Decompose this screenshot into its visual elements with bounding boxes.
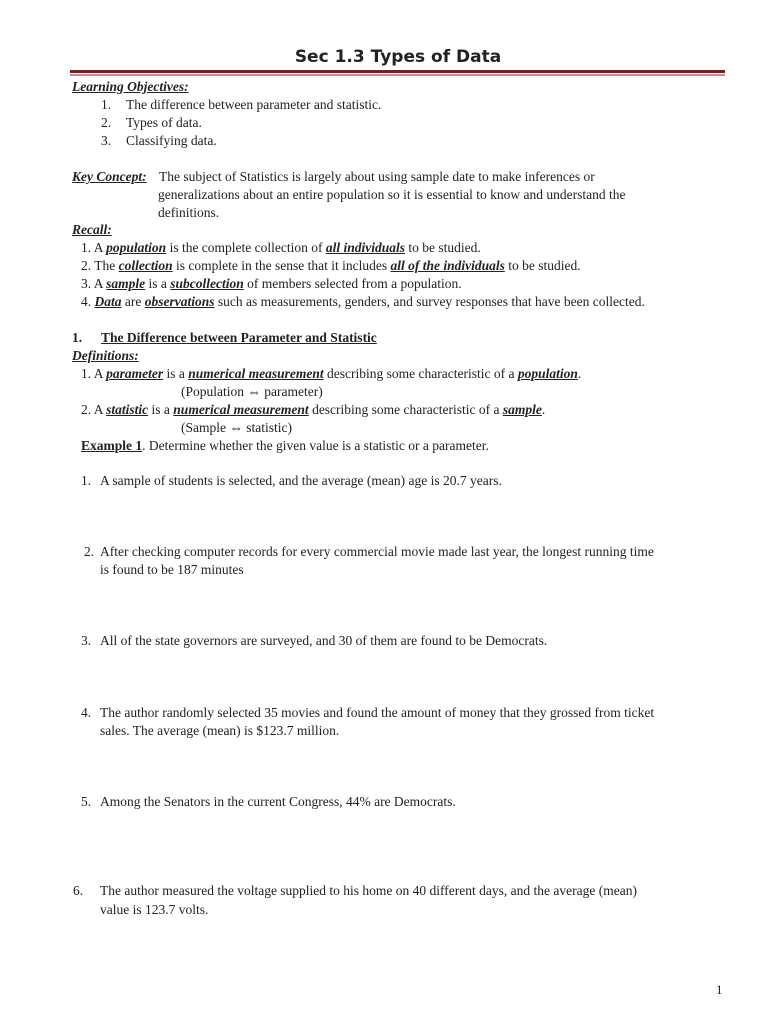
definition-note: (Sample ⇔ statistic)	[181, 420, 292, 435]
problem-text: All of the state governors are surveyed, and 30 of them are found to be Democrats.	[100, 633, 548, 648]
definitions-heading: Definitions:	[72, 348, 139, 363]
key-concept-line: definitions.	[158, 205, 220, 220]
recall-text: to be studied.	[504, 258, 581, 273]
recall-text: A	[93, 276, 107, 291]
definition-text: is a	[163, 366, 189, 381]
recall-term: population	[106, 240, 167, 255]
page-title: Sec 1.3 Types of Data	[294, 47, 502, 67]
section-number: 1.	[72, 330, 83, 345]
recall-item	[81, 276, 462, 292]
definition-term: numerical measurement	[173, 402, 309, 417]
problem-text: After checking computer records for every commercial movie made last year, the longest running time	[100, 544, 654, 559]
recall-term: all of the individuals	[390, 258, 505, 273]
key-concept-line: generalizations about an entire population so it is essential to know and understand the	[158, 187, 626, 202]
title-divider	[70, 70, 725, 73]
definition-term: statistic	[106, 402, 149, 417]
recall-text: is the complete collection of	[166, 240, 326, 255]
example-text: . Determine whether the given value is a statistic or a parameter.	[142, 438, 489, 453]
problem-text: The author measured the voltage supplied to his home on 40 different days, and the average (mean)	[100, 883, 637, 898]
problem-text: The author randomly selected 35 movies and found the amount of money that they grossed from ticket	[100, 705, 655, 720]
problem-number: 6.	[73, 883, 84, 898]
recall-term: Data	[94, 294, 122, 309]
definition-text: A	[93, 366, 107, 381]
recall-text: such as measurements, genders, and survey responses that have been collected.	[214, 294, 645, 309]
learning-objectives-heading: Learning Objectives:	[72, 79, 189, 94]
recall-term: all individuals	[325, 240, 406, 255]
definition-term: parameter	[106, 366, 164, 381]
recall-item	[81, 258, 581, 274]
recall-text: is a	[145, 276, 171, 291]
recall-text: of members selected from a population.	[243, 276, 462, 291]
recall-number: 4.	[81, 294, 92, 309]
recall-number: 1.	[81, 240, 92, 255]
recall-item	[81, 240, 481, 256]
recall-number: 2.	[81, 258, 92, 273]
problem-number: 3.	[81, 633, 92, 648]
problem-number: 5.	[81, 794, 92, 809]
recall-term: subcollection	[170, 276, 244, 291]
definition-term: sample	[502, 402, 542, 417]
problem-text: sales. The average (mean) is $123.7 million.	[100, 723, 340, 738]
recall-text: The	[94, 258, 119, 273]
definition-number: 1.	[81, 366, 92, 381]
recall-term: collection	[118, 258, 173, 273]
objective-text: The difference between parameter and statistic.	[126, 97, 382, 112]
definition-item	[81, 366, 581, 382]
definition-note: (Population ⇔ parameter)	[181, 384, 323, 399]
recall-text: is complete in the sense that it includes	[172, 258, 391, 273]
example-label: Example 1	[81, 438, 143, 453]
objective-number: 3.	[101, 133, 112, 148]
title-divider-shadow	[70, 74, 725, 76]
definition-item	[81, 402, 545, 418]
recall-item	[81, 294, 645, 310]
definition-text: describing some characteristic of a	[308, 402, 503, 417]
recall-text: are	[121, 294, 145, 309]
problem-text: A sample of students is selected, and the average (mean) age is 20.7 years.	[100, 473, 502, 488]
key-concept-line: The subject of Statistics is largely about using sample date to make inferences or	[159, 169, 595, 184]
definition-text: .	[541, 402, 546, 417]
recall-term: observations	[144, 294, 215, 309]
problem-text: value is 123.7 volts.	[100, 902, 209, 917]
problem-number: 1.	[81, 473, 92, 488]
recall-term: sample	[106, 276, 146, 291]
objective-text: Types of data.	[126, 115, 202, 130]
recall-number: 3.	[81, 276, 92, 291]
problem-number: 2.	[84, 544, 95, 559]
page-number: 1	[716, 982, 723, 997]
objective-number: 2.	[101, 115, 112, 130]
objective-text: Classifying data.	[126, 133, 217, 148]
definition-number: 2.	[81, 402, 92, 417]
section-heading: The Difference between Parameter and Statistic	[101, 330, 377, 345]
problem-text: Among the Senators in the current Congress, 44% are Democrats.	[100, 794, 456, 809]
problem-text: is found to be 187 minutes	[100, 562, 244, 577]
key-concept-label: Key Concept:	[72, 169, 147, 184]
definition-text: A	[93, 402, 107, 417]
recall-text: to be studied.	[405, 240, 481, 255]
recall-text: A	[93, 240, 107, 255]
objective-number: 1.	[101, 97, 112, 112]
recall-heading: Recall:	[72, 222, 112, 237]
definition-term: population	[517, 366, 578, 381]
definition-text: .	[577, 366, 582, 381]
definition-text: describing some characteristic of a	[323, 366, 518, 381]
definition-text: is a	[148, 402, 174, 417]
definition-term: numerical measurement	[188, 366, 324, 381]
example-line	[81, 438, 489, 454]
problem-number: 4.	[81, 705, 92, 720]
